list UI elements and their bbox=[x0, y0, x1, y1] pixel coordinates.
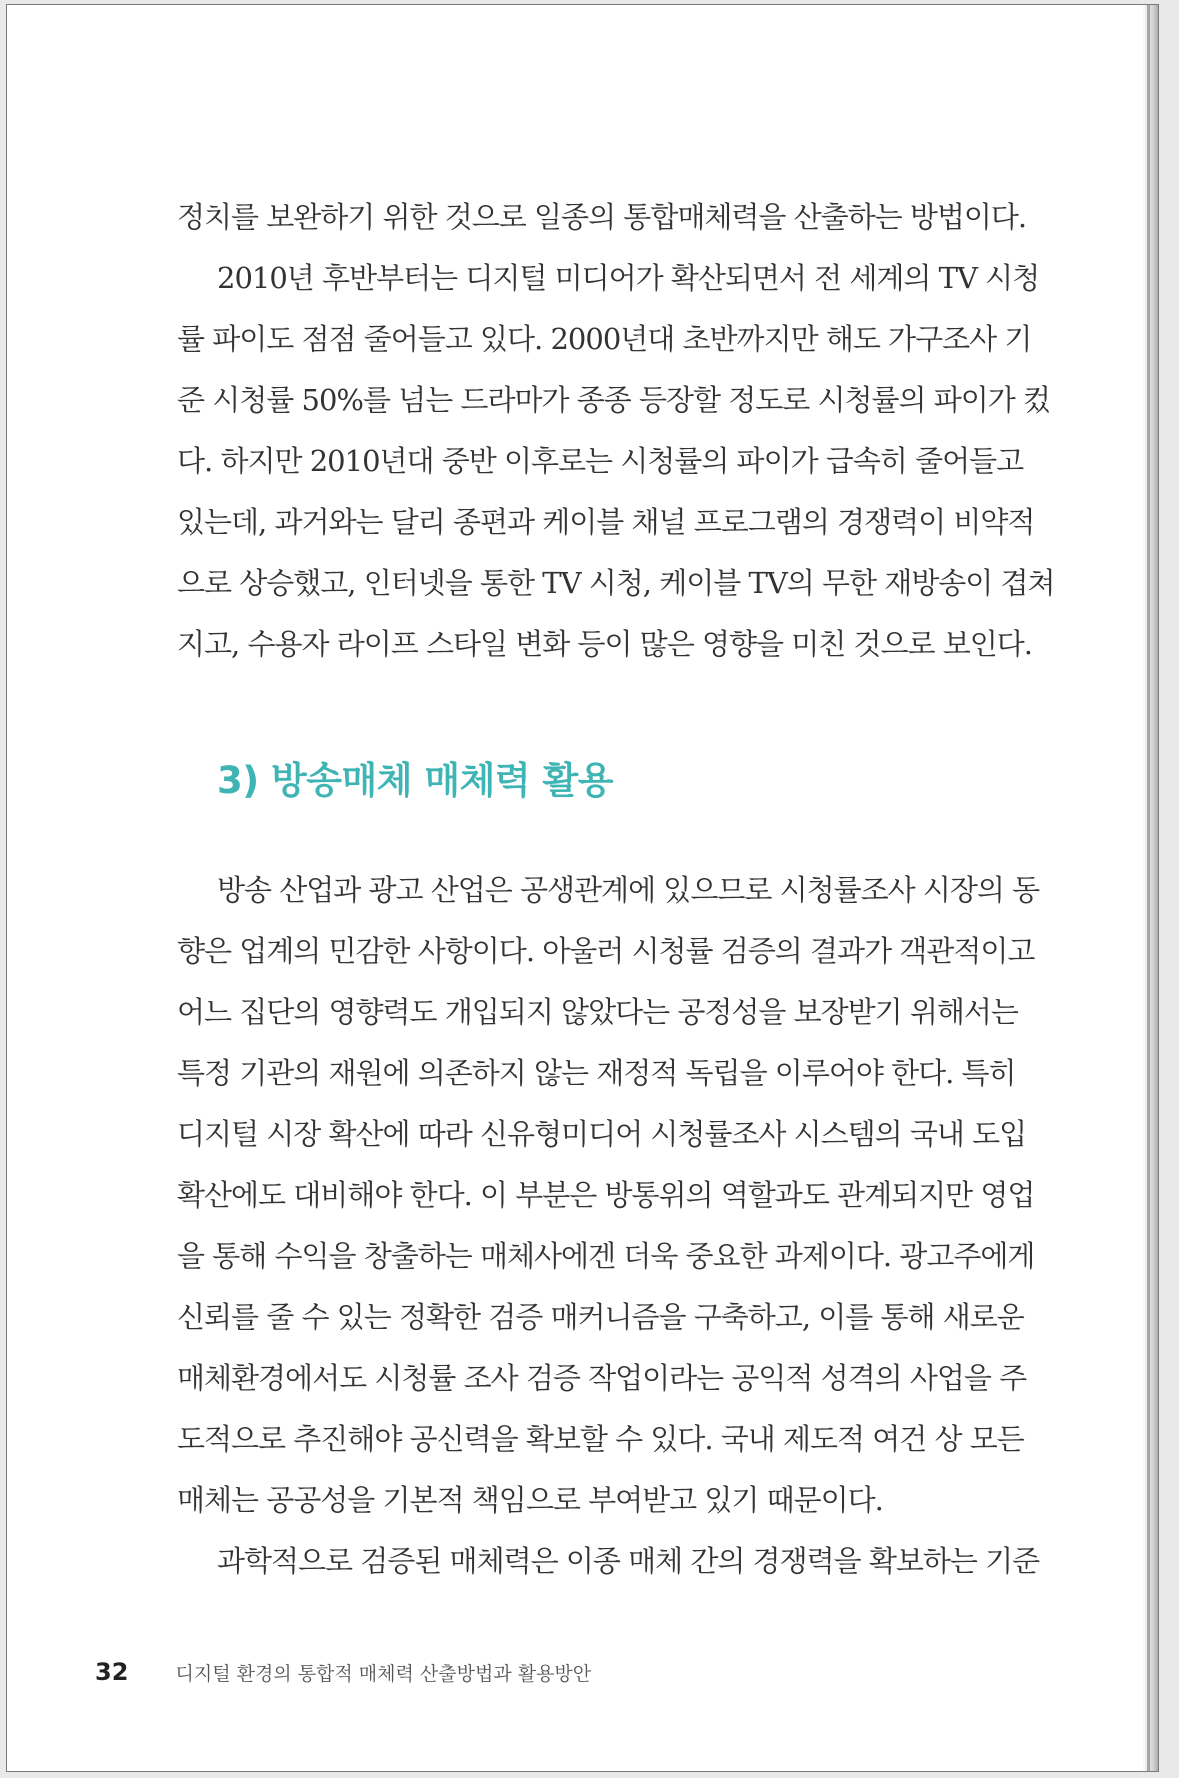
paragraph-3-line-3: 어느 집단의 영향력도 개입되지 않았다는 공정성을 보장받기 위해서는 bbox=[177, 995, 1018, 1029]
page-footer bbox=[95, 1658, 591, 1686]
paragraph-3-line-4: 특정 기관의 재원에 의존하지 않는 재정적 독립을 이루어야 한다. 특히 bbox=[177, 1056, 1016, 1090]
paragraph-3-line-9: 매체환경에서도 시청률 조사 검증 작업이라는 공익적 성격의 사업을 주 bbox=[177, 1361, 1027, 1395]
paragraph-1-line-1: 정치를 보완하기 위한 것으로 일종의 통합매체력을 산출하는 방법이다. bbox=[177, 200, 1027, 234]
paragraph-3-line-5: 디지털 시장 확산에 따라 신유형미디어 시청률조사 시스템의 국내 도입 bbox=[177, 1117, 1027, 1151]
paragraph-3-line-1: 방송 산업과 광고 산업은 공생관계에 있으므로 시청률조사 시장의 동 bbox=[217, 873, 1040, 907]
paragraph-2-line-2: 률 파이도 점점 줄어들고 있다. 2000년대 초반까지만 해도 가구조사 기 bbox=[177, 322, 1032, 356]
running-footer-title: 디지털 환경의 통합적 매체력 산출방법과 활용방안 bbox=[175, 1663, 592, 1685]
paragraph-3-line-11: 매체는 공공성을 기본적 책임으로 부여받고 있기 때문이다. bbox=[177, 1483, 883, 1517]
paragraph-3-line-8: 신뢰를 줄 수 있는 정확한 검증 매커니즘을 구축하고, 이를 통해 새로운 bbox=[177, 1300, 1024, 1334]
paragraph-3-line-10: 도적으로 추진해야 공신력을 확보할 수 있다. 국내 제도적 여건 상 모든 bbox=[177, 1422, 1024, 1456]
paragraph-2-line-5: 있는데, 과거와는 달리 종편과 케이블 채널 프로그램의 경쟁력이 비약적 bbox=[177, 505, 1035, 539]
paragraph-3-line-2: 향은 업계의 민감한 사항이다. 아울러 시청률 검증의 결과가 객관적이고 bbox=[177, 934, 1035, 968]
paragraph-2-line-3: 준 시청률 50%를 넘는 드라마가 종종 등장할 정도로 시청률의 파이가 컸 bbox=[177, 383, 1051, 417]
paragraph-3-line-6: 확산에도 대비해야 한다. 이 부분은 방통위의 역할과도 관계되지만 영업 bbox=[177, 1178, 1035, 1212]
body-block-bottom bbox=[177, 860, 1040, 1592]
paragraph-2-line-6: 으로 상승했고, 인터넷을 통한 TV 시청, 케이블 TV의 무한 재방송이 겹쳐 bbox=[177, 566, 1055, 600]
paragraph-2-line-4: 다. 하지만 2010년대 중반 이후로는 시청률의 파이가 급속히 줄어들고 bbox=[177, 444, 1024, 478]
document-page bbox=[6, 4, 1159, 1772]
page-edge-shadow bbox=[1142, 5, 1158, 1771]
paragraph-3-line-7: 을 통해 수익을 창출하는 매체사에겐 더욱 중요한 과제이다. 광고주에게 bbox=[177, 1239, 1035, 1273]
paragraph-2-line-1: 2010년 후반부터는 디지털 미디어가 확산되면서 전 세계의 TV 시청 bbox=[217, 261, 1040, 295]
body-block-top bbox=[177, 187, 1055, 675]
page-number: 32 bbox=[95, 1658, 129, 1686]
paragraph-4-line-1: 과학적으로 검증된 매체력은 이종 매체 간의 경쟁력을 확보하는 기준 bbox=[217, 1544, 1040, 1578]
section-heading: 3) 방송매체 매체력 활용 bbox=[217, 759, 613, 802]
paragraph-2-line-7: 지고, 수용자 라이프 스타일 변화 등이 많은 영향을 미친 것으로 보인다. bbox=[177, 627, 1033, 661]
